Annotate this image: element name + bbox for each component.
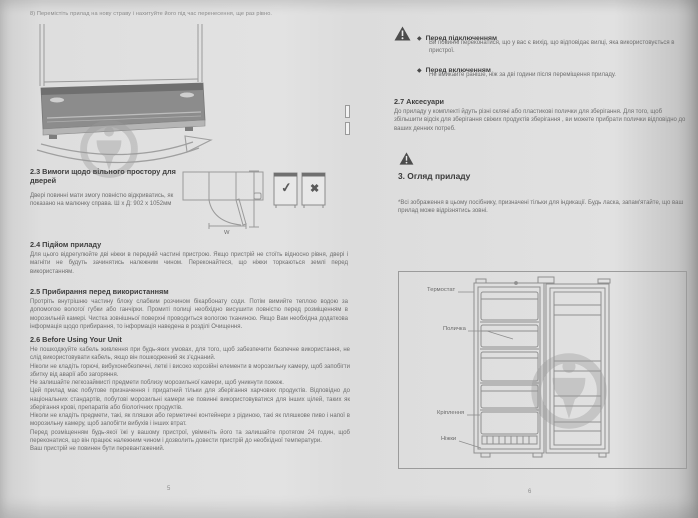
label-leader-lines [458,292,513,448]
section-2-5-heading: 2.5 Прибирання перед використанням [30,287,169,296]
step8-caption: 8) Перемістіть прилад на нову страву і нахитуйте його під час перенесення, ще раз рівно. [30,11,273,17]
before-switching-on-title: Перед включенням [425,67,491,74]
paragraph: Ніколи не кладіть предмети, такі, як пляшки або герметичні контейнери з рідиною, такі як пляшкове пиво і напої в морозильну камеру, щоб запобігти вибухів і інших втрат. [30,413,350,428]
mount-label: Кріплення [437,410,465,416]
section-2-6-body [30,346,350,453]
paragraph: Не пошкоджуйте кабель живлення при будь-яких умовах, для того, щоб забезпечити безпечне використання, не слід використовувати кабель, якщо він пошкоджений як з'єднаний. [30,347,350,362]
feet-label: Ніжки [441,436,457,442]
section-3-heading: 3. Огляд приладу [398,171,471,181]
paragraph: Ваш пристрій не повинен бути перевантажений. [30,446,165,453]
door-clearance-figure [182,164,348,242]
before-connecting-body: Ви повинні переконатися, що у вас є вихід, що відповідає вилці, яка використовується в пристрої. [429,40,675,55]
section-2-3-body: Двері повинні мати змогу повністю відкриватись, як показано на малюнку справа. Ш х Д: 902 х 1052мм [30,193,174,208]
section-2-6-heading: 2.6 Before Using Your Unit [30,335,122,344]
section-2-7-body: До приладу у комплекті йдуть різні скляні або пластикові полички для зберігання. Для того, щоб збільшити відсік для зберігання свіжих продуктів зберігання , ви можете прибрати полички відповідно до ваших денних потреб. [394,109,686,132]
paragraph: Ніколи не кладіть горючі, вибухонебезпечні, леткі і високо корозійні елементи в морозильну камеру, щоб запобігти збитку від аварії або загоряння. [30,363,350,378]
section-2-4-heading: 2.4 Підйом приладу [30,240,102,249]
page-number-left: 5 [167,486,171,492]
watermark-icon [528,350,610,432]
section-3-note: *Всі зображення в цьому посібнику, призначені тільки для індикації. Будь ласка, запам'ятайте, що ваш прилад може відрізнятись зовні. [398,200,684,215]
staple [345,105,350,118]
diamond-bullet-icon: ◆ [417,36,422,42]
warning-icon [399,152,414,165]
page-number-right: 6 [528,489,532,495]
arrowhead [185,136,211,152]
before-connecting-title: Перед підключенням [425,35,498,42]
paragraph: Перед розміщенням будь-якої їжі у вашому пристрої, увімкніть його та залишайте протягом 24 годин, щоб переконатися, що він працює належним чином і дозволить довести пристрій до необхідної температури. [30,429,350,444]
staple [345,122,350,135]
width-dimension-label: W [224,230,230,236]
section-2-7-heading: 2.7 Аксесуари [394,97,445,106]
paragraph: Цей прилад має побутове призначення і придатний тільки для зберігання харчових продуктів. Відповідно до національних стандартів, побутові морозильні камери не повинні використовуватися для інших цілей, таких як зберігання крові, препаратів або біологічних продуктів. [30,388,350,411]
before-switching-on-body: Не вмикайте раніше, ніж за дві години після переміщення приладу. [429,72,616,78]
shelf-label: Поличка [443,326,466,332]
section-2-3-heading: 2.3 Вимоги щодо вільного простору для дверей [30,167,176,186]
section-2-4-body: Для цього відрегулюйте дві ніжки в передній частині пристрою. Якщо пристрій не стоїть відносно рівня, двері і магніти не будуть зачинятись належним чином. Переконайтеся, що ніжки торкаються землі перед використанням. [30,252,348,275]
diamond-bullet-icon: ◆ [417,68,422,74]
check-icon: ✓ [280,179,293,196]
paragraph: Не залишайте легкозаймисті предмети поблизу морозильної камери, щоб уникнути пожеж. [30,380,284,387]
warning-icon [394,26,411,41]
section-2-5-body: Протріть внутрішню частину блоку слабким розчином бікарбонату соди. Потім вимийте теплою водою за допомогою вологої губки або ганчірки. Промиті полиці необхідно висушити повністю перед розміщенням в морозильній камері. Чистка зовнішньої поверхні проводиться вологою тканиною. Якщо Вам необхідна додаткова інформація щодо прибирання, то інформація наведена в розділі Очищення. [30,299,348,330]
cross-icon: ✖ [310,183,320,195]
thermostat-label: Термостат [427,287,456,293]
